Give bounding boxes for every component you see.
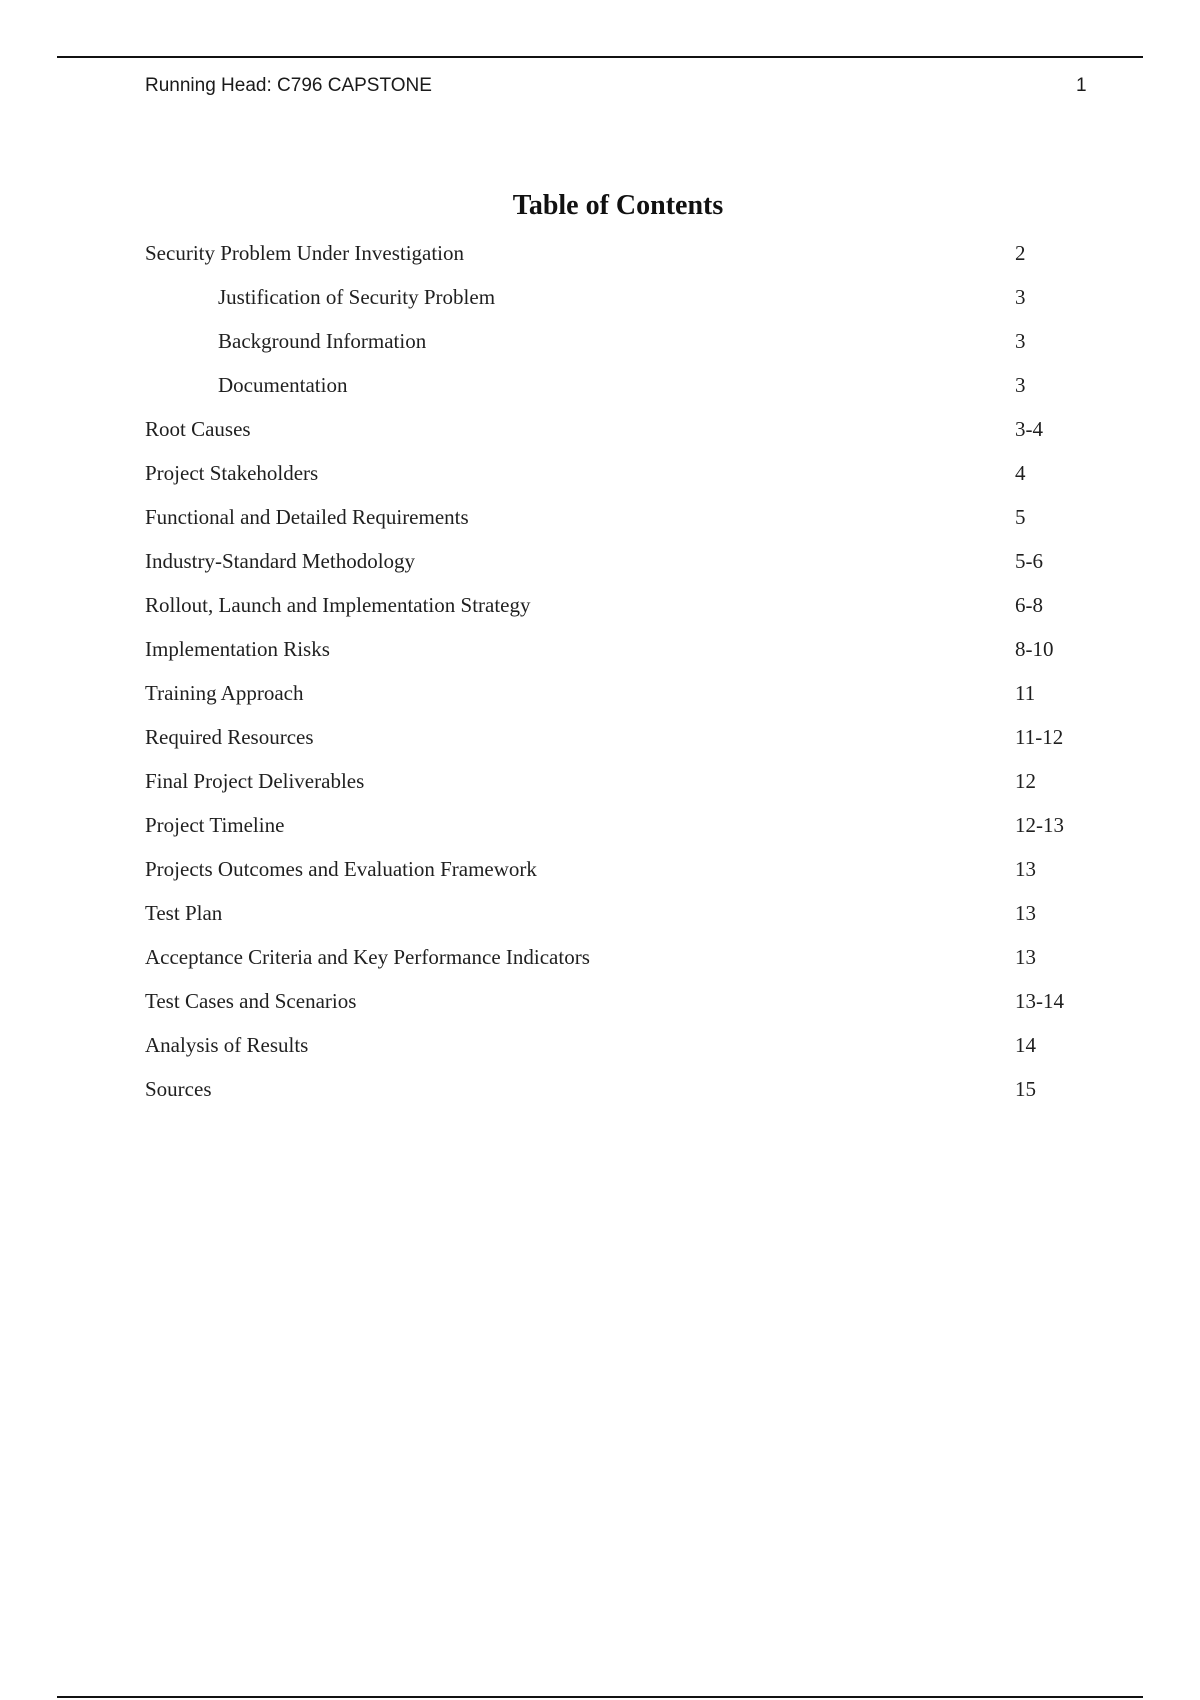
toc-entry-label: Sources bbox=[145, 1077, 212, 1101]
header-rule bbox=[57, 56, 1143, 58]
toc-entry-training-approach[interactable] bbox=[145, 678, 1075, 722]
toc-entry-test-cases[interactable] bbox=[145, 986, 1075, 1030]
footer-rule bbox=[57, 1696, 1143, 1698]
toc-entry-label: Required Resources bbox=[145, 725, 314, 749]
toc-entry-label: Analysis of Results bbox=[145, 1033, 309, 1057]
toc-entry-page: 3 bbox=[1015, 285, 1026, 309]
toc-entry-page: 15 bbox=[1015, 1077, 1036, 1101]
toc-entry-label: Test Plan bbox=[145, 901, 223, 925]
page-number: 1 bbox=[1076, 75, 1087, 96]
toc-entry-label: Project Timeline bbox=[145, 813, 285, 837]
toc-entry-page: 13-14 bbox=[1015, 989, 1064, 1013]
toc-entry-root-causes[interactable] bbox=[145, 414, 1075, 458]
toc-entry-methodology[interactable] bbox=[145, 546, 1075, 590]
toc-entry-acceptance-criteria[interactable] bbox=[145, 942, 1075, 986]
toc-entry-page: 5-6 bbox=[1015, 549, 1043, 573]
toc-entry-requirements[interactable] bbox=[145, 502, 1075, 546]
toc-entry-justification[interactable] bbox=[145, 282, 1075, 326]
toc-entry-page: 5 bbox=[1015, 505, 1026, 529]
toc-entry-label: Root Causes bbox=[145, 417, 251, 441]
toc-entry-page: 13 bbox=[1015, 857, 1036, 881]
toc-entry-analysis[interactable] bbox=[145, 1030, 1075, 1074]
toc-entry-page: 3-4 bbox=[1015, 417, 1043, 441]
toc-entry-page: 8-10 bbox=[1015, 637, 1054, 661]
toc-entry-timeline[interactable] bbox=[145, 810, 1075, 854]
toc-entry-label: Projects Outcomes and Evaluation Framework bbox=[145, 857, 537, 881]
toc-entry-label: Security Problem Under Investigation bbox=[145, 241, 465, 265]
toc-entry-rollout-strategy[interactable] bbox=[145, 590, 1075, 634]
toc-entry-label: Functional and Detailed Requirements bbox=[145, 505, 469, 529]
toc-entry-label: Rollout, Launch and Implementation Strategy bbox=[145, 593, 531, 617]
toc-entry-label: Background Information bbox=[218, 329, 427, 353]
toc-entry-page: 11-12 bbox=[1015, 725, 1064, 749]
toc-entry-documentation[interactable] bbox=[145, 370, 1075, 414]
toc-entry-sources[interactable] bbox=[145, 1074, 1075, 1118]
toc-title: Table of Contents bbox=[512, 190, 724, 221]
toc-entry-page: 11 bbox=[1015, 681, 1036, 705]
running-head: Running Head: C796 CAPSTONE bbox=[145, 75, 432, 96]
toc-entry-page: 12-13 bbox=[1015, 813, 1064, 837]
toc-entry-label: Industry-Standard Methodology bbox=[145, 549, 416, 573]
toc-entry-page: 6-8 bbox=[1015, 593, 1043, 617]
toc-entry-security-problem[interactable] bbox=[145, 238, 1075, 282]
toc-entry-label: Project Stakeholders bbox=[145, 461, 319, 485]
toc-entry-page: 13 bbox=[1015, 945, 1036, 969]
toc-entry-test-plan[interactable] bbox=[145, 898, 1075, 942]
toc-entry-deliverables[interactable] bbox=[145, 766, 1075, 810]
toc-entry-label: Justification of Security Problem bbox=[218, 285, 496, 309]
table-of-contents bbox=[145, 238, 1075, 1118]
toc-entry-label: Implementation Risks bbox=[145, 637, 330, 661]
toc-entry-label: Documentation bbox=[218, 373, 348, 397]
toc-entry-page: 3 bbox=[1015, 329, 1026, 353]
toc-entry-page: 14 bbox=[1015, 1033, 1036, 1057]
toc-entry-implementation-risks[interactable] bbox=[145, 634, 1075, 678]
toc-entry-page: 4 bbox=[1015, 461, 1026, 485]
toc-entry-page: 12 bbox=[1015, 769, 1036, 793]
toc-entry-page: 13 bbox=[1015, 901, 1036, 925]
toc-entry-label: Training Approach bbox=[145, 681, 304, 705]
toc-entry-label: Final Project Deliverables bbox=[145, 769, 365, 793]
toc-entry-outcomes-framework[interactable] bbox=[145, 854, 1075, 898]
toc-entry-label: Test Cases and Scenarios bbox=[145, 989, 357, 1013]
toc-entry-label: Acceptance Criteria and Key Performance Indicators bbox=[145, 945, 590, 969]
toc-entry-required-resources[interactable] bbox=[145, 722, 1075, 766]
toc-entry-page: 2 bbox=[1015, 241, 1026, 265]
toc-entry-stakeholders[interactable] bbox=[145, 458, 1075, 502]
toc-entry-page: 3 bbox=[1015, 373, 1026, 397]
toc-entry-background[interactable] bbox=[145, 326, 1075, 370]
